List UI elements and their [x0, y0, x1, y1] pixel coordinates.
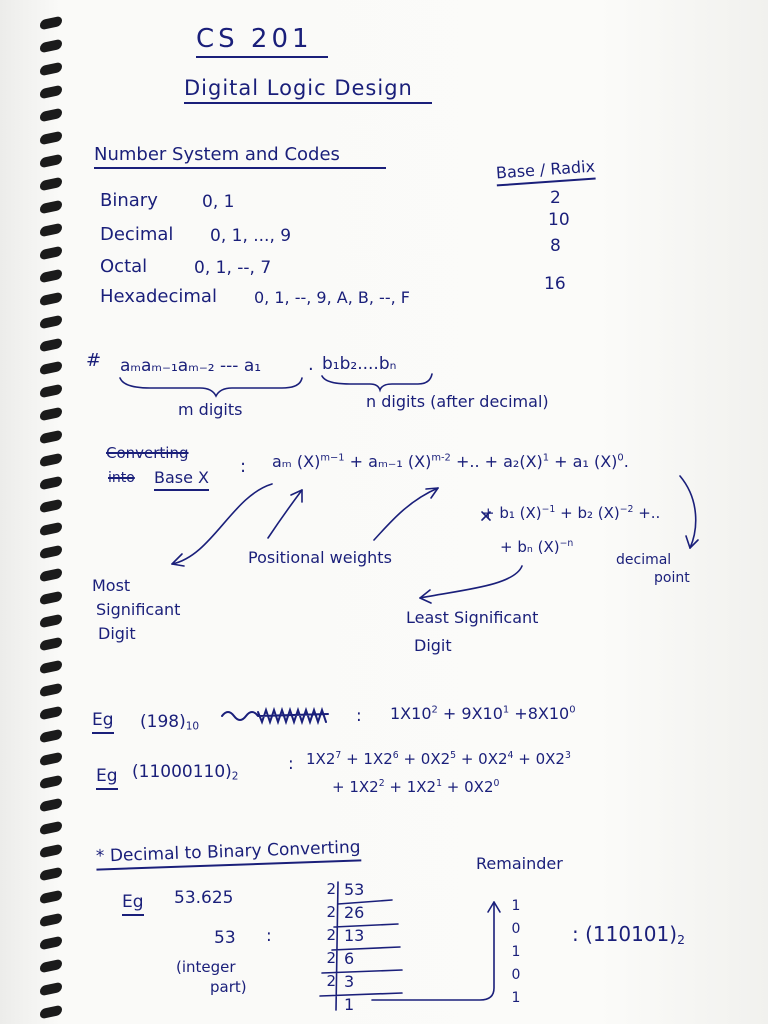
m-digits-label: m digits: [178, 400, 243, 419]
decimal-point-label-1: decimal: [616, 552, 672, 568]
division-value: 26: [344, 903, 365, 922]
binary-result: : $(110101)_2$: [572, 922, 685, 948]
division-value: 1: [344, 995, 355, 1014]
system-radix-hexadecimal: 16: [544, 274, 566, 294]
brace-n-digits: [322, 374, 432, 390]
positional-weights-label: Positional weights: [248, 548, 392, 567]
dtb-colon: :: [266, 926, 272, 946]
decimal-point-label-2: point: [654, 570, 690, 586]
remainder-digit: 0: [511, 921, 521, 937]
system-digits-decimal: 0, 1, ..., 9: [210, 226, 292, 246]
eg2-expansion-line-1: $1X2^7 + 1X2^6 + 0X2^5 + 0X2^4 + 0X2^3$: [306, 749, 571, 768]
remainder-digit: 1: [511, 898, 521, 914]
division-table-rules: [320, 882, 402, 1010]
lsd-line-2: Digit: [414, 636, 452, 655]
conversion-colon: :: [240, 456, 247, 477]
converting-struck: Converting: [106, 444, 189, 462]
division-divisor: 2: [326, 880, 336, 898]
base-x-label: Base X: [154, 468, 209, 491]
msd-line-1: Most: [92, 576, 131, 595]
eg1-number: $(198)_{10}$: [140, 712, 200, 733]
eg1-label: Eg: [92, 710, 114, 734]
eg2-number: $(11000110)_2$: [132, 762, 239, 783]
arrow-to-lsd: [420, 566, 522, 598]
integer-note-line-1: (integer: [176, 958, 236, 976]
arrow-to-msd: [172, 484, 272, 564]
msd-line-2: Significant: [96, 600, 181, 619]
lsd-line-1: Least Significant: [406, 608, 539, 627]
dtb-eg-label: Eg: [122, 892, 144, 916]
division-value: 6: [344, 949, 355, 968]
division-divisor: 2: [326, 926, 336, 944]
arrow-weight-2: [374, 488, 438, 540]
division-divisor: 2: [326, 972, 336, 990]
eg2-expansion-line-2: + $1X2^2 + 1X2^1 + 0X2^0$: [332, 777, 500, 796]
number-systems-heading: Number System and Codes: [94, 144, 386, 169]
division-divisor: 2: [326, 903, 336, 921]
division-value: 3: [344, 972, 355, 991]
division-value: 13: [344, 926, 365, 945]
expansion-last-term: + bₙ $(X)^{-n}$: [500, 537, 574, 556]
brace-m-digits: [120, 378, 302, 396]
system-digits-hexadecimal: 0, 1, --, 9, A, B, --, F: [254, 288, 410, 307]
subject-title: Digital Logic Design: [184, 76, 432, 104]
radix-heading: Base / Radix: [495, 157, 596, 187]
system-digits-octal: 0, 1, --, 7: [194, 258, 272, 278]
integer-digits: aₘaₘ₋₁aₘ₋₂ --- a₁: [120, 356, 262, 376]
system-name-binary: Binary: [100, 190, 158, 211]
remainder-label: Remainder: [476, 854, 563, 873]
arrow-to-decimal-point: [680, 476, 696, 548]
representation-bullet: #: [86, 350, 102, 371]
system-radix-decimal: 10: [548, 210, 570, 230]
expansion-fraction-terms: + b₁ $(X)^{-1} + b_2$ $(X)^{-2}$ +..: [482, 503, 661, 522]
dtb-eg-value: 53.625: [174, 888, 234, 908]
eg1-expansion: $1X10^2 + 9X10^1 +8X10^0$: [390, 704, 576, 723]
division-value: 53: [344, 880, 365, 899]
system-radix-octal: 8: [550, 236, 561, 256]
expansion-integer-terms: aₘ $(X)^{m-1} + a_{m-1}$ $(X)^{m-2}$ +.. + $a_2(X)^1 + a_1$ $(X)^0$.: [272, 452, 629, 471]
system-digits-binary: 0, 1: [202, 192, 235, 212]
dtb-integer-value: 53: [214, 928, 236, 948]
remainder-digit: 1: [511, 944, 521, 960]
fraction-digits: b₁b₂....bₙ: [322, 354, 397, 374]
course-title: CS 201: [196, 24, 328, 58]
remainder-arrow: [372, 902, 494, 1000]
system-name-decimal: Decimal: [100, 224, 174, 245]
remainder-digit: 1: [511, 990, 521, 1006]
remainder-digit: 0: [511, 967, 521, 983]
decimal-to-binary-heading: * Decimal to Binary Converting: [96, 837, 361, 870]
system-name-hexadecimal: Hexadecimal: [100, 286, 217, 307]
asterisk-mark: [482, 512, 490, 520]
eg2-colon: :: [288, 754, 294, 774]
n-digits-label: n digits (after decimal): [366, 392, 549, 411]
system-name-octal: Octal: [100, 256, 148, 277]
msd-line-3: Digit: [98, 624, 136, 643]
eg1-colon: :: [356, 706, 362, 726]
eg1-scribble-ink: [222, 710, 328, 722]
system-radix-binary: 2: [550, 188, 561, 208]
eg2-label: Eg: [96, 766, 118, 790]
arrow-weight-1: [268, 490, 302, 538]
integer-note-line-2: part): [210, 978, 247, 996]
into-struck: into: [108, 470, 135, 486]
division-divisor: 2: [326, 949, 336, 967]
radix-point: .: [308, 354, 314, 375]
